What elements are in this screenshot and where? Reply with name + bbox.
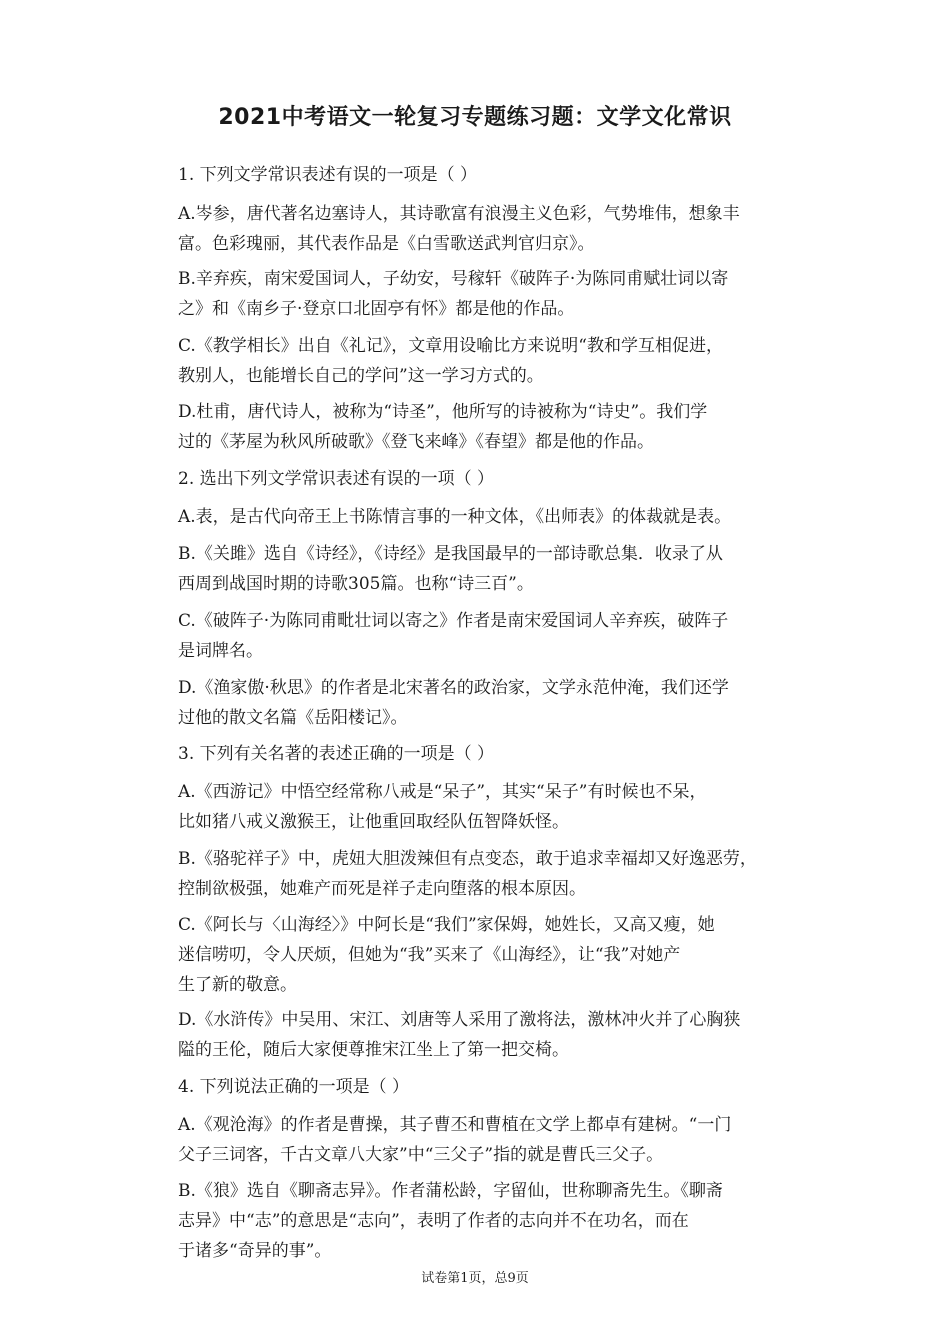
question-3-option-a-cont: 比如猪八戒义激猴王，让他重回取经队伍智降妖怪。: [178, 812, 569, 832]
question-3-stem: 3. 下列有关名著的表述正确的一项是（ ）: [178, 744, 495, 764]
question-4-option-a-cont: 父子三词客，千古文章八大家”中“三父子”指的就是曹氏三父子。: [178, 1145, 664, 1165]
question-4-option-b-cont: 志异》中“志”的意思是“志向”，表明了作者的志向并不在功名，而在: [178, 1211, 689, 1231]
question-1-option-b-cont: 之》和《南乡子·登京口北固亭有怀》都是他的作品。: [178, 299, 575, 319]
question-2-option-b: B.《关雎》选自《诗经》，《诗经》是我国最早的一部诗歌总集．收录了从: [178, 544, 723, 564]
question-3-option-c: C.《阿长与〈山海经〉》中阿长是“我们”家保姆，她姓长，又高又瘦，她: [178, 915, 715, 935]
question-1-option-d-cont: 过的《茅屋为秋风所破歌》《登飞来峰》《春望》都是他的作品。: [178, 432, 654, 452]
page-title: 2021中考语文一轮复习专题练习题：文学文化常识: [218, 105, 732, 130]
question-3-option-c-cont2: 生了新的敬意。: [178, 975, 297, 995]
question-2-option-b-cont: 西周到战国时期的诗歌305篇。也称“诗三百”。: [178, 574, 534, 594]
question-2-option-d: D.《渔家傲·秋思》的作者是北宋著名的政治家，文学永范仲淹，我们还学: [178, 678, 729, 698]
question-4-option-b: B.《狼》选自《聊斋志异》。作者蒲松龄，字留仙，世称聊斋先生。《聊斋: [178, 1181, 723, 1201]
question-1-option-a: A.岑参，唐代著名边塞诗人，其诗歌富有浪漫主义色彩，气势堆伟，想象丰: [178, 204, 740, 224]
question-4-option-b-cont2: 于诸多“奇异的事”。: [178, 1241, 332, 1261]
question-3-option-d: D.《水浒传》中吴用、宋江、刘唐等人采用了激将法，激林冲火并了心胸狭: [178, 1010, 741, 1030]
question-2-option-c-cont: 是词牌名。: [178, 641, 263, 661]
question-3-option-c-cont: 迷信唠叨，令人厌烦，但她为“我”买来了《山海经》，让“我”对她产: [178, 945, 681, 965]
question-4-option-a: A.《观沧海》的作者是曹操，其子曹丕和曹植在文学上都卓有建树。“一门: [178, 1115, 732, 1135]
question-3-option-a: A.《西游记》中悟空经常称八戒是“呆子”，其实“呆子”有时候也不呆，: [178, 782, 707, 802]
question-3-option-b-cont: 控制欲极强，她难产而死是祥子走向堕落的根本原因。: [178, 879, 586, 899]
question-1-option-d: D.杜甫，唐代诗人，被称为“诗圣”，他所写的诗被称为“诗史”。我们学: [178, 402, 708, 422]
question-1-option-a-cont: 富。色彩瑰丽，其代表作品是《白雪歌送武判官归京》。: [178, 234, 595, 254]
question-4-stem: 4. 下列说法正确的一项是（ ）: [178, 1077, 410, 1097]
question-3-option-d-cont: 隘的王伦，随后大家便尊推宋江坐上了第一把交椅。: [178, 1040, 569, 1060]
question-1-stem: 1. 下列文学常识表述有误的一项是（ ）: [178, 165, 478, 185]
question-2-stem: 2. 选出下列文学常识表述有误的一项（ ）: [178, 469, 495, 489]
question-1-option-b: B.辛弃疾，南宋爱国词人，子幼安，号稼轩《破阵子·为陈同甫赋壮词以寄: [178, 269, 729, 289]
question-3-option-b: B.《骆驼祥子》中，虎妞大胆泼辣但有点变态，敢于追求幸福却又好逸恶劳，: [178, 849, 757, 869]
question-2-option-a: A.表，是古代向帝王上书陈情言事的一种文体，《出师表》的体裁就是表。: [178, 507, 732, 527]
question-1-option-c-cont: 教别人，也能增长自己的学问”这一学习方式的。: [178, 366, 544, 386]
question-2-option-c: C.《破阵子·为陈同甫毗壮词以寄之》作者是南宋爱国词人辛弃疾，破阵子: [178, 611, 729, 631]
question-2-option-d-cont: 过他的散文名篇《岳阳楼记》。: [178, 708, 408, 728]
page-footer: 试卷第1页，总9页: [421, 1271, 529, 1286]
question-1-option-c: C.《教学相长》出自《礼记》，文章用设喻比方来说明“教和学互相促进，: [178, 336, 723, 356]
